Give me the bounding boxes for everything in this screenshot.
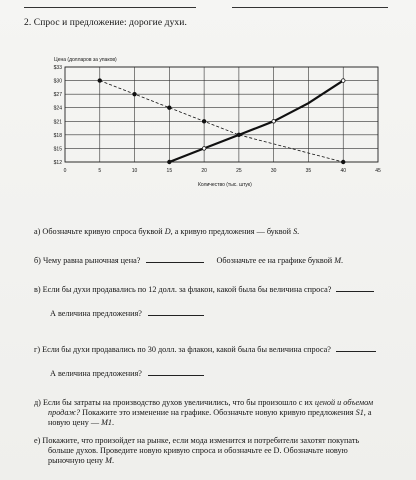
x-tick-label: 5 (98, 168, 102, 174)
y-tick-label: $12 (53, 160, 62, 166)
question-d-text-5: . (112, 418, 115, 427)
question-d-italic-1: ценой и объемом (314, 398, 374, 407)
question-b (34, 254, 404, 266)
question-b-instruction: Обозначьте ее на графике буквой (216, 256, 335, 265)
y-tick-label: $18 (53, 132, 62, 139)
question-v-supply (50, 307, 204, 319)
question-d-label-s1: S1 (355, 408, 364, 417)
y-tick-label: $27 (53, 92, 62, 99)
chart-x-axis-title: Количество (тыс. штук) (198, 182, 252, 188)
question-e-line-3 (34, 456, 394, 466)
question-d-text-4: новую цену — (48, 418, 102, 427)
chart-frame (65, 67, 378, 162)
question-d-line-3 (34, 418, 394, 428)
chart-y-axis-title: Цена (долларов за упаков) (54, 57, 117, 63)
question-v-text: в) Если бы духи продавались по 12 долл. за флакон, какой была бы величина спроса? (34, 285, 332, 294)
question-e-dot: . (111, 456, 115, 465)
demand-point (341, 160, 345, 164)
question-d-text-1: д) Если бы затраты на производство духов увеличились, что бы произошло с их (34, 398, 315, 407)
x-tick-label: 45 (375, 168, 381, 174)
demand-point (133, 92, 137, 96)
question-b-dot: . (341, 256, 344, 265)
question-b-text: б) Чему равна рыночная цена? (34, 256, 141, 265)
question-d (34, 398, 394, 428)
supply-point (272, 119, 276, 123)
question-b-letter-m: M (334, 256, 342, 265)
question-v-supply-text: А величина предложения? (50, 309, 142, 318)
chart-axes (65, 67, 378, 162)
question-g-text: г) Если бы духи продавались по 30 долл. за флакон, какой была бы величина спроса? (34, 345, 331, 354)
question-e-line-1: е) Покажите, что произойдет на рынке, если мода изменится и потребители захотят покупать (34, 436, 360, 445)
question-a-letter-d: D (164, 227, 171, 236)
y-tick-label: $33 (53, 65, 62, 71)
question-v (34, 283, 408, 295)
x-tick-labels (64, 168, 381, 174)
question-g-supply (50, 367, 204, 379)
chart-grid (65, 67, 378, 162)
question-v-demand-blank[interactable] (336, 283, 374, 292)
supply-point (341, 79, 345, 83)
question-a-text-1: а) Обозначьте кривую спроса буквой (34, 227, 165, 236)
demand-point (98, 79, 102, 83)
question-a-text-3: . (297, 227, 300, 236)
question-d-text-2: Покажите это изменение на графике. Обозначьте новую кривую предложения (80, 408, 356, 417)
demand-point (168, 106, 172, 110)
x-tick-label: 40 (340, 168, 347, 174)
supply-point (237, 133, 241, 137)
x-tick-label: 20 (201, 168, 207, 174)
x-tick-label: 30 (270, 168, 277, 174)
question-a (34, 227, 299, 237)
question-d-italic-2: продаж? (48, 408, 81, 417)
supply-demand-chart[interactable] (0, 0, 416, 200)
supply-point (202, 147, 206, 151)
question-v-supply-blank[interactable] (148, 307, 204, 316)
question-g-supply-text: А величина предложения? (50, 369, 142, 378)
question-d-label-m1: M1 (101, 418, 113, 427)
x-tick-label: 15 (166, 168, 173, 174)
x-tick-label: 35 (305, 168, 312, 174)
question-e-label-m: M (105, 456, 112, 465)
x-tick-label: 25 (236, 168, 242, 174)
x-tick-label: 10 (131, 168, 138, 174)
question-d-line-1 (34, 398, 394, 408)
question-g-demand-blank[interactable] (336, 343, 376, 352)
question-g-supply-blank[interactable] (148, 367, 204, 376)
question-e-text: рыночную цену (48, 456, 106, 465)
x-tick-label: 0 (63, 168, 67, 174)
y-tick-labels (54, 65, 63, 166)
demand-point (202, 119, 206, 123)
question-d-line-2 (34, 408, 394, 418)
question-a-text-2: , а кривую предложения — буквой (170, 227, 294, 236)
question-e (34, 436, 394, 466)
question-b-answer-blank[interactable] (146, 254, 204, 263)
question-e-line-2: больше духов. Проведите новую кривую спроса и обозначьте ее D. Обозначьте новую (48, 446, 348, 455)
question-d-text-3: , а (363, 408, 372, 417)
question-a-letter-s: S (293, 227, 298, 236)
problem-heading: 2. Спрос и предложение: дорогие духи. (24, 18, 187, 28)
y-tick-label: $21 (53, 119, 62, 126)
y-tick-label: $30 (53, 78, 62, 85)
y-tick-label: $24 (53, 105, 62, 112)
question-g (34, 343, 410, 355)
supply-point (168, 160, 172, 164)
y-tick-label: $15 (53, 146, 62, 153)
